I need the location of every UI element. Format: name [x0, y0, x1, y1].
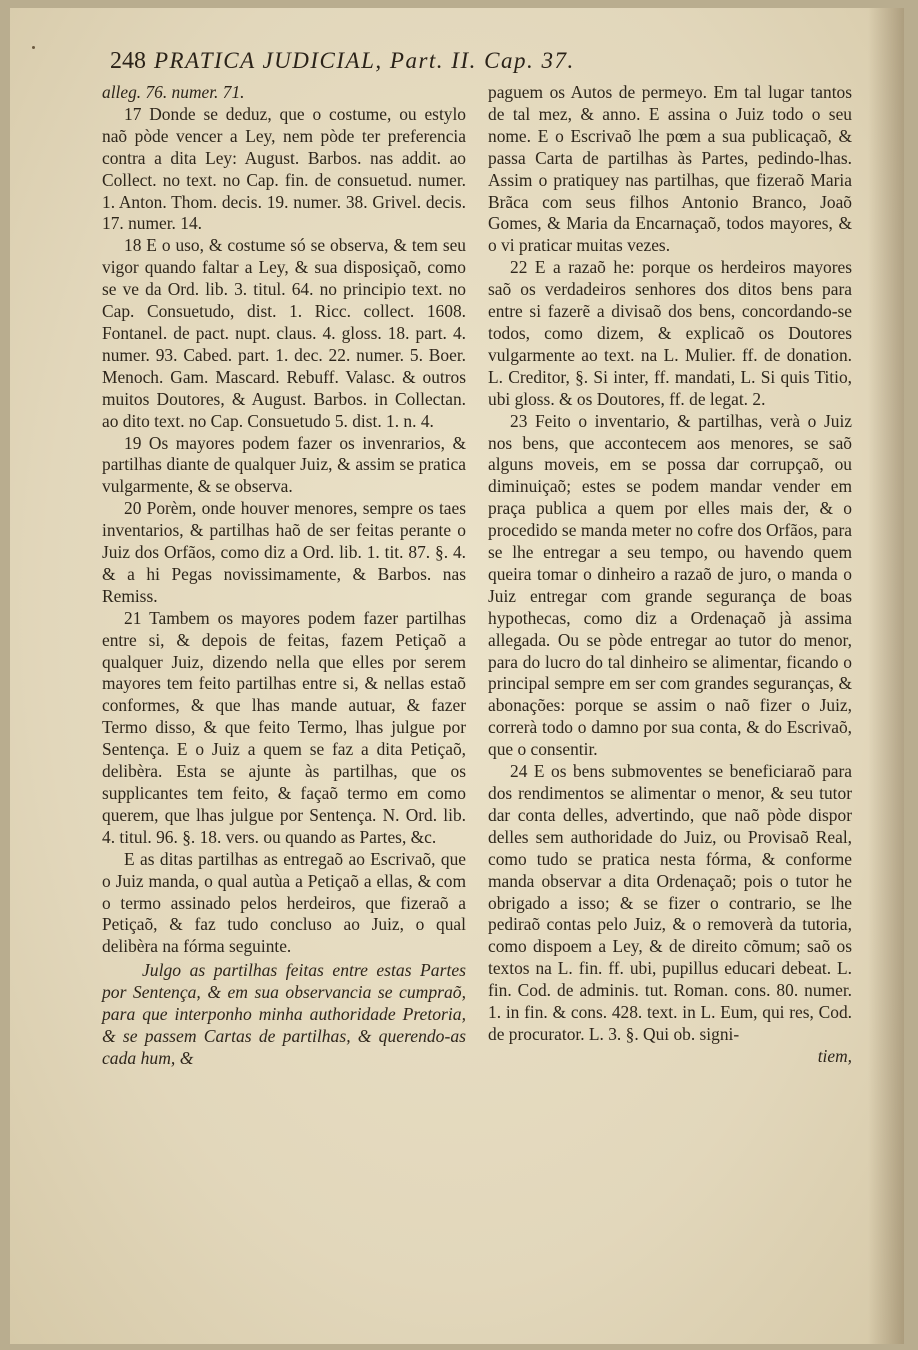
paragraph-18: 18 E o uso, & costume só se observa, & tem seu vigor quando faltar a Ley, & sua disposiçaõ, como se ve da Ord. lib. 3. titul. 64. no principio text. no Cap. Consuetudo, dist. 1. Ricc. collect. 1608. Fontanel. de pact. nupt. claus. 4. gloss. 18. part. 4. numer. 93. Cabed. part. 1. dec. 22. numer. 5. Boer. Menoch. Gam. Mascard. Rebuff. Valasc. & outros muitos Doutores, & August. Barbos. in Collectan. ao dito text. no Cap. Consuetudo 5. dist. 1. n. 4. [102, 235, 466, 431]
paragraph-20: 20 Porèm, onde houver menores, sempre os taes inventarios, & partilhas haõ de ser feitas perante o Juiz dos Orfãos, como diz a Ord. lib. 1. tit. 87. §. 4. & a hi Pegas novissimamente, & Barbos. nas Remiss. [102, 498, 466, 606]
paragraph-21-cont: E as ditas partilhas as entregaõ ao Escrivaõ, que o Juiz manda, o qual autùa a Petiçaõ a ellas, & com o termo assinado pelos herdeiros, que fizeraõ a Petiçaõ, & faz tudo concluso ao Juiz, o qual delibèra na fórma seguinte. [102, 848, 466, 957]
book-page [10, 8, 904, 1344]
paragraph-24: 24 E os bens submoventes se beneficiaraõ para dos rendimentos se alimentar o menor, & seu tutor dar conta delles, advertindo, que naõ pòde dispor delles sem authoridade do Juiz, ou Provisaõ Real, como tudo se pratica nesta fórma, & conforme manda observar a dita Ordenaçaõ; pois o tutor he obrigado a isso; & se fizer o contrario, se lhe pediraõ contas pelo Juiz, & o removerà da tutoria, como dispoem a Ley, & de direito cõmum; saõ os textos na L. fin. ff. ubi, pupillus educari debeat. L. fin. Cod. de adminis. tut. Roman. cons. 80. numer. 1. in fin. & cons. 428. text. in L. Eum, qui res, Cod. de procurator. L. 3. §. Qui ob. signi- [488, 761, 852, 1044]
paragraph-21: 21 Tambem os mayores podem fazer partilhas entre si, & depois de feitas, fazem Petiçaõ a qualquer Juiz, dizendo nella que elles por serem mayores tem feito partilhas entre si, & nellas estaõ conformes, & que lhas mande autuar, & fazer Termo disso, & que feito Termo, lhas julgue por Sentença. E o Juiz a quem se faz a dita Petiçaõ, delibèra. Esta se ajunte às partilhas, que os supplicantes tem feito, & façaõ termo em como querem, que lhas julgue por Sentença. N. Ord. lib. 4. titul. 96. §. 18. vers. ou quando as Partes, &c. [102, 607, 466, 847]
catchword: tiem, [817, 1045, 852, 1066]
right-column [488, 82, 852, 1068]
page-number: 248 [110, 48, 146, 74]
paragraph-19: 19 Os mayores podem fazer os invenrarios, & partilhas diante de qualquer Juiz, & assim se pratica vulgarmente, & se observa. [102, 432, 466, 497]
paragraph-continuation: alleg. 76. numer. 71. [102, 82, 245, 102]
left-column [102, 82, 466, 1070]
paragraph-22: 22 E a razaõ he: porque os herdeiros mayores saõ os verdadeiros senhores dos ditos bens para entre si fazerẽ a divisaõ dos bens, concordando-se todos, como dizem, & explicaõ os Doutores vulgarmente ao text. na L. Mulier. ff. de donation. L. Creditor, §. Si inter, ff. mandati, L. Si quis Titio, ubi gloss. & os Doutores, ff. de legat. 2. [488, 257, 852, 409]
sentence-formula: Julgo as partilhas feitas entre estas Partes por Sentença, & em sua observancia se cumpraõ, para que interponho minha authoridade Pretoria, & se passem Cartas de partilhas, & querendo-as cada hum, & [102, 960, 466, 1068]
running-title: PRATICA JUDICIAL, Part. II. Cap. 37. [154, 48, 575, 73]
page-header [110, 48, 824, 78]
page-edge-shadow [868, 8, 904, 1344]
paragraph-23: 23 Feito o inventario, & partilhas, verà o Juiz nos bens, que accontecem aos menores, se saõ alguns moveis, em se possa dar corrupçaõ, ou diminuiçaõ; estes se podem mandar vender em praça publica a quem por elles mais der, & o procedido se manda meter no cofre dos Orfãos, para se lhe entregar a seu tempo, ou havendo quem queira tomar o dinheiro a razaõ de juro, o manda o Juiz entregar com grande segurança de boas hypothecas, como diz a Ordenaçaõ jà assima allegada. Ou se pòde entregar ao tutor do menor, para do lucro do tal dinheiro se alimentar, ficando o principal sempre em ser com grandes seguranças, & abonações: porque se assim o naõ fizer o Juiz, correrà todo o damno por sua conta, & do Escrivaõ, que o consentir. [488, 410, 852, 760]
binding-mark [32, 46, 35, 49]
paragraph-17: 17 Donde se deduz, que o costume, ou estylo naõ pòde vencer a Ley, nem pòde ter preferencia contra a dita Ley: August. Barbos. nas addit. ao Collect. no text. no Cap. fin. de consuetud. numer. 1. Anton. Thom. decis. 19. numer. 38. Grivel. decis. 17. numer. 14. [102, 103, 466, 234]
paragraph-continuation-right: paguem os Autos de permeyo. Em tal lugar tantos de tal mez, & anno. E assina o Juiz todo o seu nome. E o Escrivaõ lhe pœm a sua publicaçaõ, & passa Carta de partilhas às Partes, pedindo-lhas. Assim o pratiquey nas partilhas, que fizeraõ Maria Brãca com seus filhos Antonio Branco, Joaõ Gomes, & Maria da Encarnaçaõ, todos mayores, & o vi praticar muitas vezes. [488, 82, 852, 256]
